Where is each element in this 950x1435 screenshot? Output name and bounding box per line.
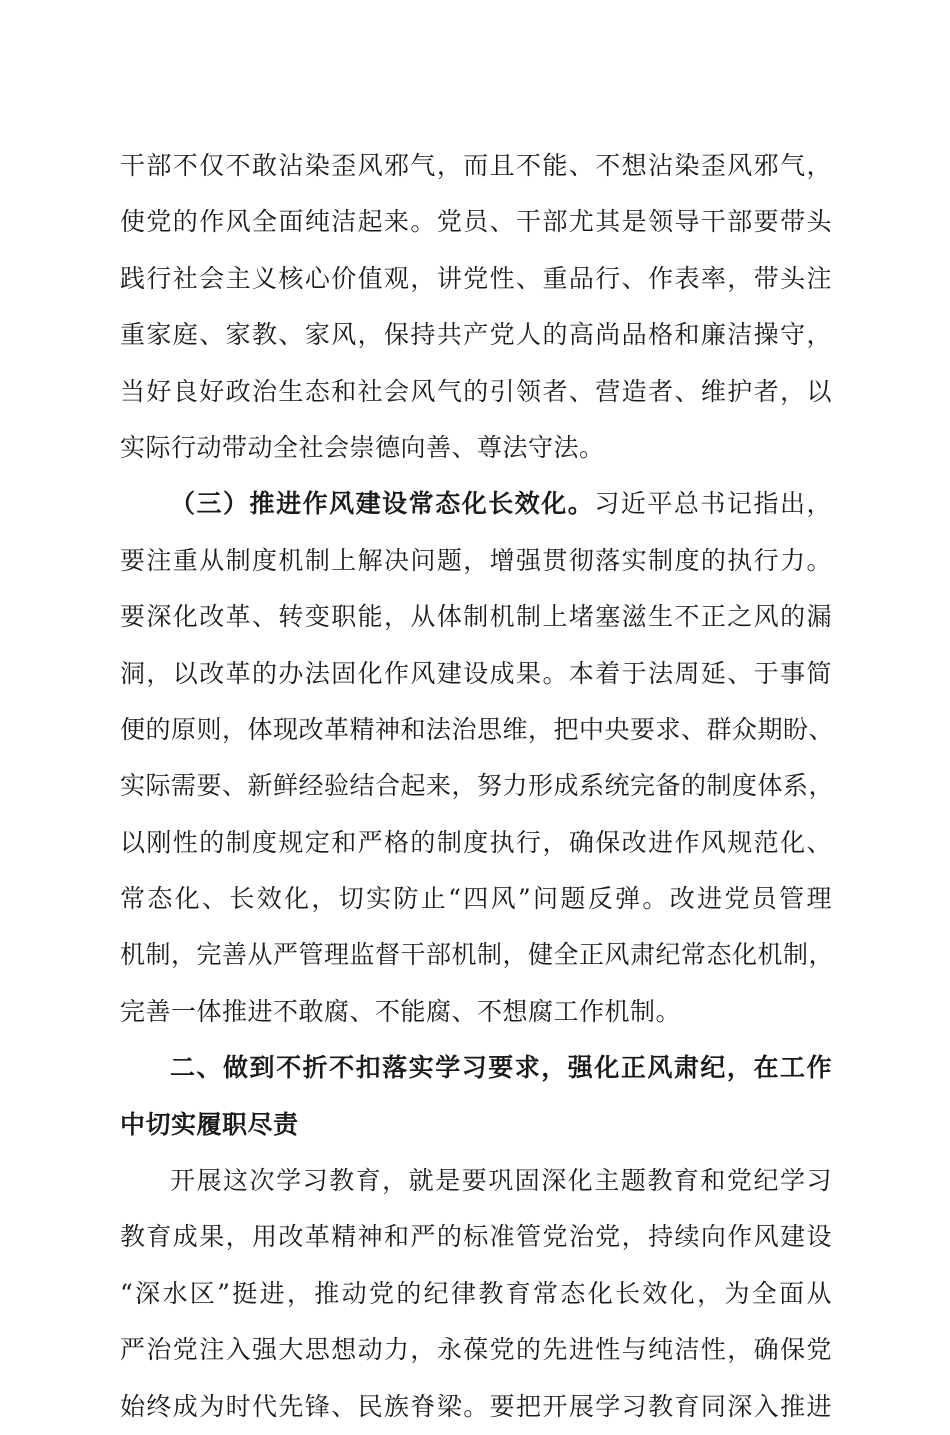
text-line: 完善一体推进不敢腐、不能腐、不想腐工作机制。 <box>120 996 682 1026</box>
text-line: 干部不仅不敢沾染歪风邪气，而且不能、不想沾染歪风邪气， <box>120 151 832 180</box>
text-line: 践行社会主义核心价值观，讲党性、重品行、作表率，带头注 <box>120 263 832 293</box>
section-heading <box>120 1040 832 1153</box>
subheading-rest: 习近平总书记指出， <box>594 489 832 519</box>
text-line: 开展这次学习教育，就是要巩固深化主题教育和党纪学习 <box>170 1166 832 1196</box>
heading-line: 二、做到不折不扣落实学习要求，强化正风肃纪，在工作 <box>170 1053 832 1083</box>
text-line: 以刚性的制度规定和严格的制度执行，确保改进作风规范化、 <box>120 827 832 857</box>
heading-line: 中切实履职尽责 <box>120 1109 299 1139</box>
text-line: 要注重从制度机制上解决问题，增强贯彻落实制度的执行力。 <box>120 545 832 575</box>
subheading-bold: （三）推进作风建设常态化长效化。 <box>170 489 595 519</box>
text-line: 实际需要、新鲜经验结合起来，努力形成系统完备的制度体系， <box>120 771 835 801</box>
text-line: 便的原则，体现改革精神和法治思维，把中央要求、群众期盼、 <box>120 714 835 744</box>
text-line: 实际行动带动全社会崇德向善、尊法守法。 <box>120 432 605 462</box>
text-line-first <box>120 476 832 532</box>
text-line: 机制，完善从严管理监督干部机制，健全正风肃纪常态化机制， <box>120 940 835 970</box>
text-line: 使党的作风全面纯洁起来。党员、干部尤其是领导干部要带头 <box>120 207 832 237</box>
text-line: 当好良好政治生态和社会风气的引领者、营造者、维护者，以 <box>120 376 832 406</box>
paragraph-1 <box>120 138 832 476</box>
text-line: 重家庭、家教、家风，保持共产党人的高尚品格和廉洁操守， <box>120 320 832 350</box>
text-line: 常态化、长效化，切实防止“四风”问题反弹。改进党员管理 <box>120 884 832 914</box>
text-line: 严治党注入强大思想动力，永葆党的先进性与纯洁性，确保党 <box>120 1335 832 1365</box>
paragraph-2 <box>120 476 835 1040</box>
paragraph-3 <box>120 1153 832 1435</box>
text-line: “深水区”挺进，推动党的纪律教育常态化长效化，为全面从 <box>120 1278 832 1308</box>
text-line: 始终成为时代先锋、民族脊梁。要把开展学习教育同深入推进 <box>120 1391 832 1421</box>
text-line: 教育成果，用改革精神和严的标准管党治党，持续向作风建设 <box>120 1222 832 1252</box>
text-line: 要深化改革、转变职能，从体制机制上堵塞滋生不正之风的漏 <box>120 602 832 632</box>
text-line: 洞，以改革的办法固化作风建设成果。本着于法周延、于事简 <box>120 658 832 688</box>
document-body <box>120 138 835 1435</box>
